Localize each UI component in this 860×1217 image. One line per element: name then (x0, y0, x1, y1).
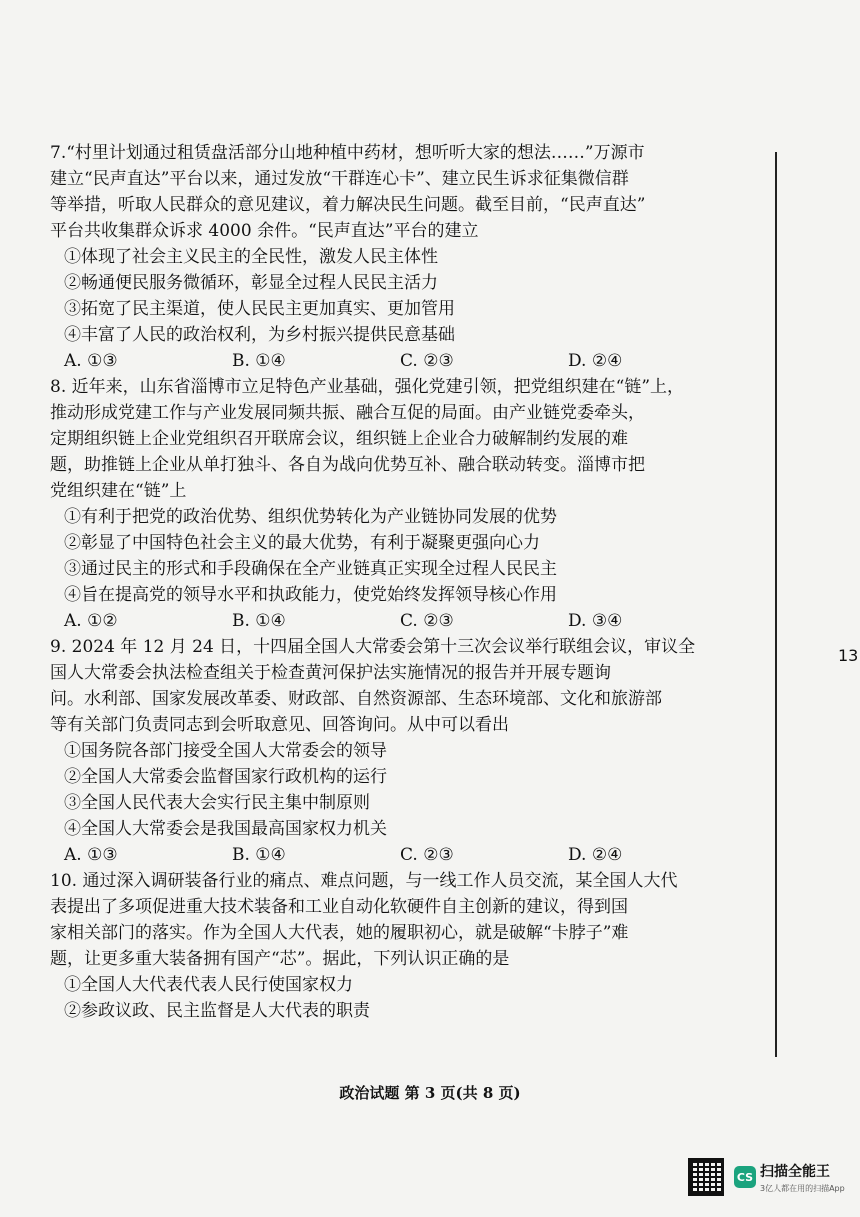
choice-c: C. ②③ (400, 611, 454, 631)
choice-a: A. ①② (64, 611, 118, 631)
question-8-choices (50, 608, 750, 634)
choice-a: A. ①③ (64, 351, 118, 371)
question-9-option: ②全国人大常委会监督国家行政机构的运行 (64, 767, 387, 787)
scanner-watermark (688, 1158, 845, 1196)
question-7-stem-line: 等举措，听取人民群众的意见建议，着力解决民生问题。截至目前，“民声直达” (50, 195, 646, 215)
question-10-stem-line: 题，让更多重大装备拥有国产“芯”。据此，下列认识正确的是 (50, 949, 510, 969)
question-10-option: ②参政议政、民主监督是人大代表的职责 (64, 1001, 370, 1021)
question-10-stem-line: 家相关部门的落实。作为全国人大代表，她的履职初心，就是破解“卡脖子”难 (50, 923, 629, 943)
question-10-stem-line: 10. 通过深入调研装备行业的痛点、难点问题，与一线工作人员交流，某全国人大代 (50, 871, 678, 891)
question-8-option: ④旨在提高党的领导水平和执政能力，使党始终发挥领导核心作用 (64, 585, 557, 605)
question-8-option: ②彰显了中国特色社会主义的最大优势，有利于凝聚更强向心力 (64, 533, 540, 553)
question-8-stem-line: 8. 近年来，山东省淄博市立足特色产业基础，强化党建引领，把党组织建在“链”上， (50, 377, 685, 397)
question-9-stem-line: 等有关部门负责同志到会听取意见、回答询问。从中可以看出 (50, 715, 509, 735)
question-9-stem-line: 9. 2024 年 12 月 24 日，十四届全国人大常委会第十三次会议举行联组会议，审议全 (50, 637, 696, 657)
question-7-option: ③拓宽了民主渠道，使人民民主更加真实、更加管用 (64, 299, 455, 319)
choice-b: B. ①④ (232, 845, 286, 865)
question-10-stem-line: 表提出了多项促进重大技术装备和工业自动化软硬件自主创新的建议，得到国 (50, 897, 628, 917)
question-7-option: ④丰富了人民的政治权利，为乡村振兴提供民意基础 (64, 325, 455, 345)
question-7-option: ②畅通便民服务微循环，彰显全过程人民民主活力 (64, 273, 438, 293)
question-7-option: ①体现了社会主义民主的全民性，激发人民主体性 (64, 247, 438, 267)
choice-a: A. ①③ (64, 845, 118, 865)
question-7-stem-line: 平台共收集群众诉求 4000 余件。“民声直达”平台的建立 (50, 221, 479, 241)
question-7-stem-line: 建立“民声直达”平台以来，通过发放“干群连心卡”、建立民生诉求征集微信群 (50, 169, 629, 189)
choice-d: D. ③④ (568, 611, 623, 631)
question-9-option: ③全国人民代表大会实行民主集中制原则 (64, 793, 370, 813)
side-page-number: 13 (838, 646, 859, 665)
question-8-option: ③通过民主的形式和手段确保在全产业链真正实现全过程人民民主 (64, 559, 557, 579)
question-9 (50, 634, 750, 868)
cs-logo-icon: CS (734, 1166, 756, 1188)
question-8-stem-line: 题，助推链上企业从单打独斗、各自为战向优势互补、融合联动转变。淄博市把 (50, 455, 645, 475)
watermark-title: 扫描全能王 (760, 1163, 830, 1180)
question-9-stem-line: 国人大常委会执法检查组关于检查黄河保护法实施情况的报告并开展专题询 (50, 663, 611, 683)
question-9-stem-line: 问。水利部、国家发展改革委、财政部、自然资源部、生态环境部、文化和旅游部 (50, 689, 662, 709)
watermark-text (760, 1161, 845, 1194)
question-8-stem-line: 推动形成党建工作与产业发展同频共振、融合互促的局面。由产业链党委牵头， (50, 403, 645, 423)
column-divider (775, 152, 777, 1057)
question-7 (50, 140, 750, 374)
questions-column (50, 140, 750, 1024)
question-7-choices (50, 348, 750, 374)
choice-c: C. ②③ (400, 845, 454, 865)
choice-c: C. ②③ (400, 351, 454, 371)
question-10 (50, 868, 750, 1024)
qr-code-icon (688, 1158, 724, 1196)
question-9-option: ①国务院各部门接受全国人大常委会的领导 (64, 741, 387, 761)
page-footer: 政治试题 第 3 页(共 8 页) (339, 1084, 521, 1102)
watermark-subtitle: 3亿人都在用的扫描App (760, 1183, 845, 1193)
question-8-option: ①有利于把党的政治优势、组织优势转化为产业链协同发展的优势 (64, 507, 557, 527)
choice-b: B. ①④ (232, 611, 286, 631)
question-8-stem-line: 定期组织链上企业党组织召开联席会议，组织链上企业合力破解制约发展的难 (50, 429, 628, 449)
question-8-stem-line: 党组织建在“链”上 (50, 481, 187, 501)
choice-b: B. ①④ (232, 351, 286, 371)
question-7-stem-line: 7.“村里计划通过租赁盘活部分山地种植中药材，想听听大家的想法……”万源市 (50, 143, 645, 163)
question-9-choices (50, 842, 750, 868)
question-8 (50, 374, 750, 634)
choice-d: D. ②④ (568, 845, 623, 865)
choice-d: D. ②④ (568, 351, 623, 371)
question-10-option: ①全国人大代表代表人民行使国家权力 (64, 975, 353, 995)
question-9-option: ④全国人大常委会是我国最高国家权力机关 (64, 819, 387, 839)
